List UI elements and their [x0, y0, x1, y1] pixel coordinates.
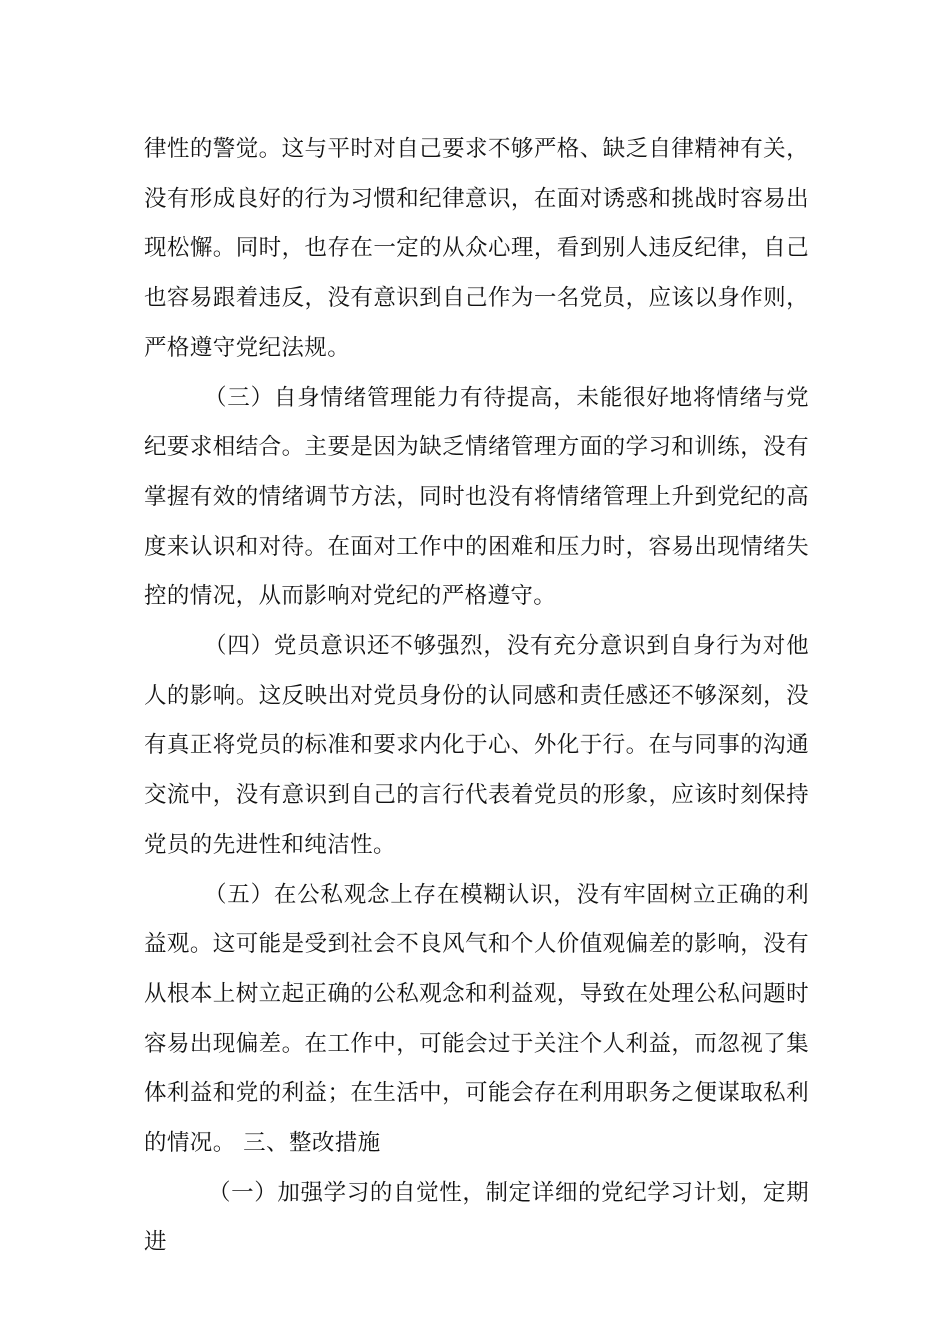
- paragraph-continuation: 律性的警觉。这与平时对自己要求不够严格、缺乏自律精神有关，没有形成良好的行为习惯和纪律意识，在面对诱惑和挑战时容易出现松懈。同时，也存在一定的从众心理，看到别人违反纪律，自己也容易跟着违反，没有意识到自己作为一名党员，应该以身作则，严格遵守党纪法规。: [144, 136, 809, 361]
- paragraph-measure-1: （一）加强学习的自觉性，制定详细的党纪学习计划，定期进: [144, 1179, 809, 1256]
- paragraph-section-4: （四）党员意识还不够强烈，没有充分意识到自身行为对他人的影响。这反映出对党员身份的认同感和责任感还不够深刻，没有真正将党员的标准和要求内化于心、外化于行。在与同事的沟通交流中，没有意识到自己的言行代表着党员的形象，应该时刻保持党员的先进性和纯洁性。: [144, 633, 809, 858]
- paragraph-section-5: （五）在公私观念上存在模糊认识，没有牢固树立正确的利益观。这可能是受到社会不良风气和个人价值观偏差的影响，没有从根本上树立起正确的公私观念和利益观，导致在处理公私问题时容易出现偏差。在工作中，可能会过于关注个人利益，而忽视了集体利益和党的利益；在生活中，可能会存在利用职务之便谋取私利的情况。 三、整改措施: [144, 881, 809, 1157]
- paragraph-section-3: （三）自身情绪管理能力有待提高，未能很好地将情绪与党纪要求相结合。主要是因为缺乏情绪管理方面的学习和训练，没有掌握有效的情绪调节方法，同时也没有将情绪管理上升到党纪的高度来认识和对待。在面对工作中的困难和压力时，容易出现情绪失控的情况，从而影响对党纪的严格遵守。: [144, 384, 809, 610]
- document-body: [144, 125, 809, 1268]
